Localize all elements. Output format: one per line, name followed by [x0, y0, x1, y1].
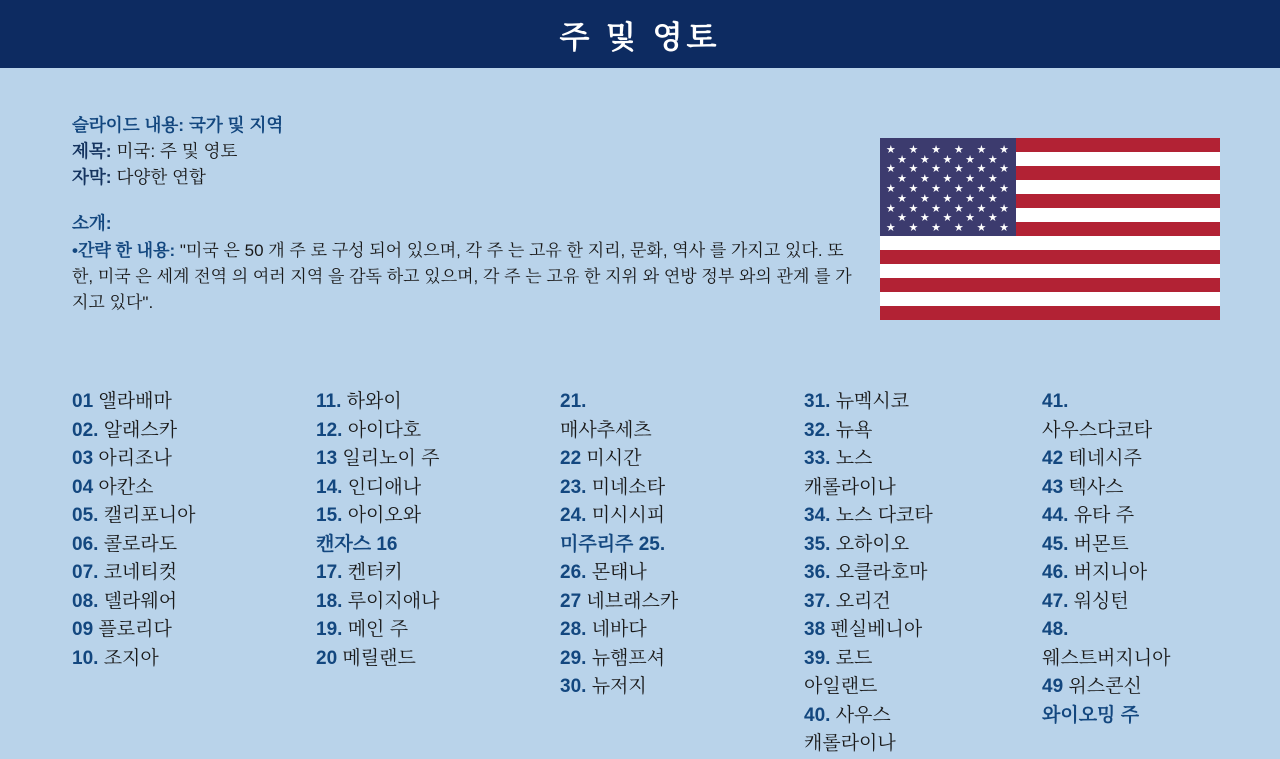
state-number: 42: [1042, 448, 1064, 469]
flag-star-icon: ★: [965, 153, 976, 166]
flag-star-icon: ★: [931, 202, 942, 215]
flag-star-icon: ★: [999, 143, 1010, 156]
state-entry: [804, 588, 1004, 617]
state-name: 네브래스카: [586, 590, 679, 612]
state-entry: [804, 616, 1004, 645]
state-name: 오클라호마: [835, 562, 928, 583]
state-number: 48.: [1042, 619, 1069, 640]
flag-star-icon: ★: [919, 192, 930, 205]
state-entry: [804, 702, 1004, 731]
state-number: 06.: [72, 533, 99, 555]
flag-star-icon: ★: [976, 143, 987, 156]
state-entry: [804, 445, 1004, 474]
state-name: 사우스다코타: [1042, 419, 1153, 441]
state-name: 아이다호: [347, 419, 422, 441]
state-entry: [804, 417, 1004, 446]
state-column-2: [316, 388, 526, 673]
flag-star-icon: ★: [897, 192, 908, 205]
state-entry: [560, 673, 776, 702]
state-entry: [804, 474, 1004, 503]
state-name: 오하이오: [835, 533, 910, 555]
flag-star-icon: ★: [885, 202, 896, 215]
slide-title-value: 미국: 주 및 영토: [116, 141, 238, 161]
state-name: 미시간: [586, 448, 642, 469]
state-entry: [560, 445, 776, 474]
state-entry: [1042, 474, 1252, 503]
state-number: 12.: [316, 419, 343, 441]
state-number: 11.: [316, 391, 342, 412]
state-name: 미네소타: [591, 476, 666, 498]
state-entry: [72, 474, 272, 503]
state-number: 49: [1042, 676, 1064, 697]
state-entry: [1042, 445, 1252, 474]
state-number: 03: [72, 448, 94, 469]
flag-star-icon: ★: [897, 153, 908, 166]
state-number: 02.: [72, 419, 99, 441]
state-entry: [560, 559, 776, 588]
state-entry: [1042, 702, 1252, 731]
state-name: 아칸소: [98, 476, 154, 498]
state-number: 01: [72, 391, 94, 412]
state-column-3: [560, 388, 776, 702]
state-entry: [72, 502, 272, 531]
state-name: 아리조나: [98, 448, 172, 469]
flag-star-icon: ★: [908, 183, 919, 196]
state-entry: [1042, 417, 1252, 446]
state-name: 하와이: [346, 391, 402, 412]
slide-title-bar: [0, 0, 1280, 68]
state-entry: [804, 645, 1004, 674]
flag-star-icon: ★: [908, 143, 919, 156]
flag-star-icon: ★: [953, 222, 964, 235]
slide-subtitle-line: [72, 164, 862, 190]
state-entry: [1042, 673, 1252, 702]
state-entry: [804, 502, 1004, 531]
flag-star-icon: ★: [919, 212, 930, 225]
state-name: 캘리포니아: [103, 505, 196, 526]
state-entry: [804, 673, 1004, 702]
state-number: 31.: [804, 391, 831, 412]
state-name: 네바다: [591, 619, 647, 640]
intro-lead: 간략 한 내용:: [77, 241, 176, 260]
state-number: 24.: [560, 505, 587, 526]
state-name: 워싱턴: [1073, 590, 1129, 612]
state-entry: [804, 559, 1004, 588]
state-name: 아이오와: [347, 505, 422, 526]
state-number: 09: [72, 619, 94, 640]
state-name: 델라웨어: [103, 590, 178, 612]
state-entry: [316, 588, 526, 617]
flag-star-icon: ★: [999, 202, 1010, 215]
state-name: 메인 주: [347, 619, 409, 640]
state-entry: [72, 645, 272, 674]
state-name: 버지니아: [1073, 562, 1148, 583]
state-number: 07.: [72, 562, 99, 583]
flag-star-icon: ★: [953, 183, 964, 196]
state-entry: [804, 388, 1004, 417]
state-name: 뉴욕: [835, 419, 873, 441]
state-entry: [72, 559, 272, 588]
state-name: 인디애나: [347, 476, 422, 498]
state-name: 오리건: [835, 590, 891, 612]
state-entry: [72, 417, 272, 446]
slide-metadata: [72, 112, 862, 316]
state-entry: [316, 417, 526, 446]
state-entry: [1042, 588, 1252, 617]
state-number: 41.: [1042, 391, 1069, 412]
flag-star-icon: ★: [885, 163, 896, 176]
state-name: 노스: [835, 448, 873, 469]
flag-star-icon: ★: [976, 202, 987, 215]
state-name: 미주리주 25.: [560, 533, 666, 555]
flag-star-icon: ★: [942, 173, 953, 186]
slide-subtitle-value: 다양한 연합: [116, 167, 206, 187]
flag-star-icon: ★: [953, 143, 964, 156]
state-number: 37.: [804, 590, 831, 612]
state-entry: [72, 531, 272, 560]
state-number: 40.: [804, 704, 831, 726]
state-entry: [1042, 502, 1252, 531]
flag-star-icon: ★: [953, 163, 964, 176]
state-entry: [560, 531, 776, 560]
state-number: 29.: [560, 647, 587, 669]
state-name: 사우스: [835, 704, 891, 726]
state-number: 19.: [316, 619, 343, 640]
state-entry: [560, 502, 776, 531]
state-entry: [316, 559, 526, 588]
flag-star-icon: ★: [919, 153, 930, 166]
state-column-5: [1042, 388, 1252, 730]
state-name: 뉴저지: [591, 676, 647, 697]
state-number: 46.: [1042, 562, 1069, 583]
state-number: 36.: [804, 562, 831, 583]
flag-star-icon: ★: [942, 153, 953, 166]
state-entry: [316, 645, 526, 674]
us-flag-icon: [880, 138, 1220, 320]
state-name: 텍사스: [1068, 476, 1124, 498]
state-entry: [1042, 388, 1252, 417]
state-name: 위스콘신: [1068, 676, 1142, 697]
state-name: 뉴햄프셔: [591, 647, 666, 669]
state-name: 루이지애나: [347, 590, 440, 612]
state-name: 펜실베니아: [830, 619, 923, 640]
state-number: 43: [1042, 476, 1064, 498]
flag-star-icon: ★: [987, 212, 998, 225]
flag-star-icon: ★: [965, 173, 976, 186]
flag-star-icon: ★: [953, 202, 964, 215]
state-name: 켄터키: [347, 562, 403, 583]
state-number: 23.: [560, 476, 587, 498]
state-entry: [72, 445, 272, 474]
state-entry: [560, 388, 776, 417]
state-name: 캐롤라이나: [804, 476, 896, 498]
state-entry: [804, 531, 1004, 560]
state-entry: [560, 588, 776, 617]
state-name: 뉴멕시코: [835, 391, 910, 412]
state-number: 13: [316, 448, 338, 469]
state-number: 15.: [316, 505, 343, 526]
flag-canton: [880, 138, 1016, 236]
state-entry: [316, 616, 526, 645]
state-name: 매사추세츠: [560, 419, 652, 441]
flag-star-icon: ★: [931, 163, 942, 176]
state-number: 04: [72, 476, 94, 498]
flag-star-icon: ★: [999, 183, 1010, 196]
intro-text: "미국 은 50 개 주 로 구성 되어 있으며, 각 주 는 고유 한 지리, 문화, 역사 를 가지고 있다. 또한, 미국 은 세계 전역 의 여러 지역 을 감독 하고 있으며, 각 주 는 고유 한 지위 와 연방 정부 와의 관계 를 가지고 있다".: [72, 241, 852, 312]
flag-star-icon: ★: [897, 173, 908, 186]
flag-star-icon: ★: [965, 192, 976, 205]
state-entry: [560, 616, 776, 645]
state-name: 유타 주: [1073, 505, 1135, 526]
state-number: 26.: [560, 562, 587, 583]
state-entry: [1042, 559, 1252, 588]
state-column-1: [72, 388, 272, 673]
state-number: 20: [316, 647, 338, 669]
flag-star-icon: ★: [999, 163, 1010, 176]
state-number: 17.: [316, 562, 343, 583]
state-number: 30.: [560, 676, 587, 697]
bullet-marker: •: [72, 241, 78, 260]
state-number: 45.: [1042, 533, 1069, 555]
slide-content-label: 슬라이드 내용:: [72, 115, 185, 135]
state-name: 알래스카: [103, 419, 178, 441]
state-name: 플로리다: [98, 619, 172, 640]
slide-content-line: [72, 112, 862, 138]
state-number: 10.: [72, 647, 99, 669]
state-number: 33.: [804, 448, 831, 469]
flag-star-icon: ★: [931, 183, 942, 196]
state-entry: [72, 616, 272, 645]
flag-star-icon: ★: [976, 183, 987, 196]
flag-star-icon: ★: [931, 143, 942, 156]
state-name: 앨라배마: [98, 391, 172, 412]
flag-star-icon: ★: [908, 222, 919, 235]
state-number: 34.: [804, 505, 831, 526]
flag-star-icon: ★: [885, 143, 896, 156]
state-entry: [72, 588, 272, 617]
flag-star-icon: ★: [987, 153, 998, 166]
page-title: 주 및 영토: [559, 19, 721, 55]
state-name: 캐롤라이나: [804, 733, 896, 754]
state-number: 08.: [72, 590, 99, 612]
state-name: 조지아: [103, 647, 159, 669]
intro-label: 소개:: [72, 213, 112, 233]
state-number: 47.: [1042, 590, 1069, 612]
state-entry: [560, 417, 776, 446]
state-name: 로드: [835, 647, 873, 669]
state-name: 콜로라도: [103, 533, 178, 555]
state-entry: [316, 445, 526, 474]
slide-title-label: 제목:: [72, 141, 112, 161]
flag-star-icon: ★: [999, 222, 1010, 235]
state-name: 아일랜드: [804, 676, 878, 697]
state-number: 28.: [560, 619, 587, 640]
slide-title-line: [72, 138, 862, 164]
flag-star-icon: ★: [897, 212, 908, 225]
flag-star-icon: ★: [942, 212, 953, 225]
state-name: 와이오밍 주: [1042, 704, 1140, 726]
flag-star-icon: ★: [931, 222, 942, 235]
flag-star-icon: ★: [965, 212, 976, 225]
state-number: 38: [804, 619, 826, 640]
state-name: 노스 다코타: [835, 505, 933, 526]
state-number: 39.: [804, 647, 831, 669]
state-entry: [804, 730, 1004, 759]
state-number: 18.: [316, 590, 343, 612]
state-list: [0, 388, 1280, 754]
flag-star-icon: ★: [987, 173, 998, 186]
state-number: 21.: [560, 391, 587, 412]
state-entry: [316, 388, 526, 417]
flag-star-icon: ★: [908, 163, 919, 176]
slide-content-value: 국가 및 지역: [189, 115, 284, 135]
state-name: 미시시피: [591, 505, 666, 526]
state-number: 32.: [804, 419, 831, 441]
flag-star-icon: ★: [919, 173, 930, 186]
state-entry: [560, 474, 776, 503]
state-number: 22: [560, 448, 582, 469]
intro-paragraph: [72, 238, 862, 316]
state-entry: [1042, 531, 1252, 560]
state-entry: [316, 474, 526, 503]
state-entry: [316, 531, 526, 560]
state-number: 35.: [804, 533, 831, 555]
state-entry: [316, 502, 526, 531]
flag-star-icon: ★: [987, 192, 998, 205]
state-number: 27: [560, 590, 582, 612]
slide-subtitle-label: 자막:: [72, 167, 112, 187]
state-name: 몬태나: [591, 562, 647, 583]
state-number: 05.: [72, 505, 99, 526]
state-name: 테네시주: [1068, 448, 1142, 469]
flag-star-icon: ★: [908, 202, 919, 215]
state-name: 코네티컷: [103, 562, 178, 583]
state-entry: [72, 388, 272, 417]
state-name: 메릴랜드: [342, 647, 416, 669]
state-name: 일리노이 주: [342, 448, 440, 469]
state-entry: [1042, 645, 1252, 674]
flag-star-icon: ★: [885, 222, 896, 235]
state-entry: [560, 645, 776, 674]
state-number: 44.: [1042, 505, 1069, 526]
state-number: 14.: [316, 476, 343, 498]
flag-star-icon: ★: [942, 192, 953, 205]
flag-star-icon: ★: [976, 163, 987, 176]
state-column-4: [804, 388, 1004, 759]
state-name: 버몬트: [1073, 533, 1129, 555]
state-entry: [1042, 616, 1252, 645]
flag-star-icon: ★: [885, 183, 896, 196]
state-name: 캔자스 16: [316, 533, 398, 555]
state-name: 웨스트버지니아: [1042, 647, 1171, 669]
flag-star-icon: ★: [976, 222, 987, 235]
